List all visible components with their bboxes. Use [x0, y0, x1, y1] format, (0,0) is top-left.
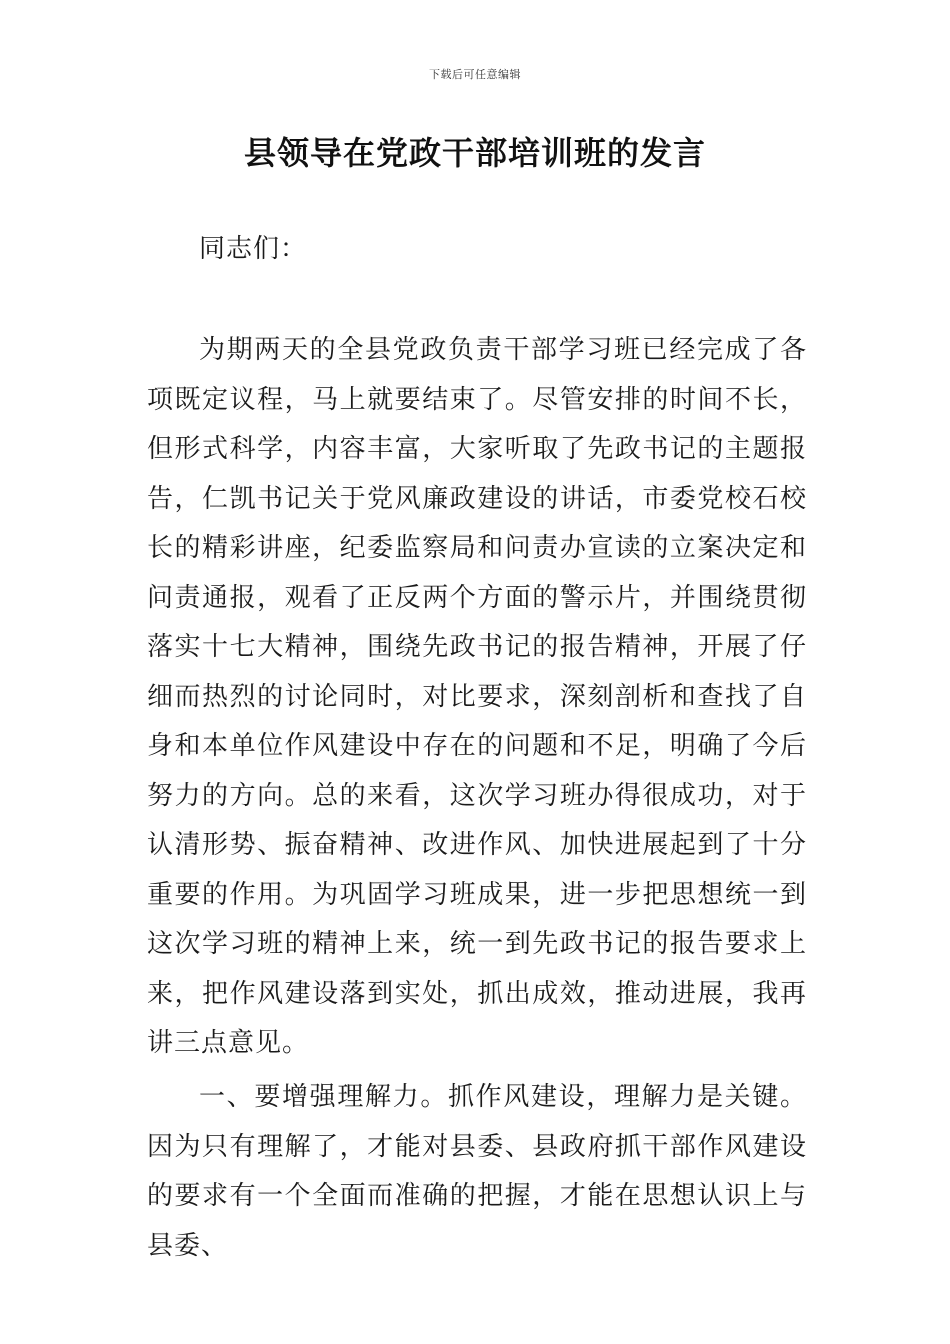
- paragraph-2: 一、要增强理解力。抓作风建设，理解力是关键。因为只有理解了，才能对县委、县政府抓干部作风建设的要求有一个全面而准确的把握，才能在思想认识上与县委、: [147, 1082, 807, 1261]
- header-note: 下载后可任意编辑: [429, 68, 521, 81]
- document-title: 县领导在党政干部培训班的发言: [243, 134, 706, 172]
- paragraph-1: 为期两天的全县党政负责干部学习班已经完成了各项既定议程，马上就要结束了。尽管安排的时间不长，但形式科学，内容丰富，大家听取了先政书记的主题报告，仁凯书记关于党风廉政建设的讲话，市委党校石校长的精彩讲座，纪委监察局和问责办宣读的立案决定和问责通报，观看了正反两个方面的警示片，并围绕贯彻落实十七大精神，围绕先政书记的报告精神，开展了仔细而热烈的讨论同时，对比要求，深刻剖析和查找了自身和本单位作风建设中存在的问题和不足，明确了今后努力的方向。总的来看，这次学习班办得很成功，对于认清形势、振奋精神、改进作风、加快进展起到了十分重要的作用。为巩固学习班成果，进一步把思想统一到这次学习班的精神上来，统一到先政书记的报告要求上来，把作风建设落到实处，抓出成效，推动进展，我再讲三点意见。: [147, 335, 807, 1058]
- salutation: 同志们：: [199, 234, 308, 264]
